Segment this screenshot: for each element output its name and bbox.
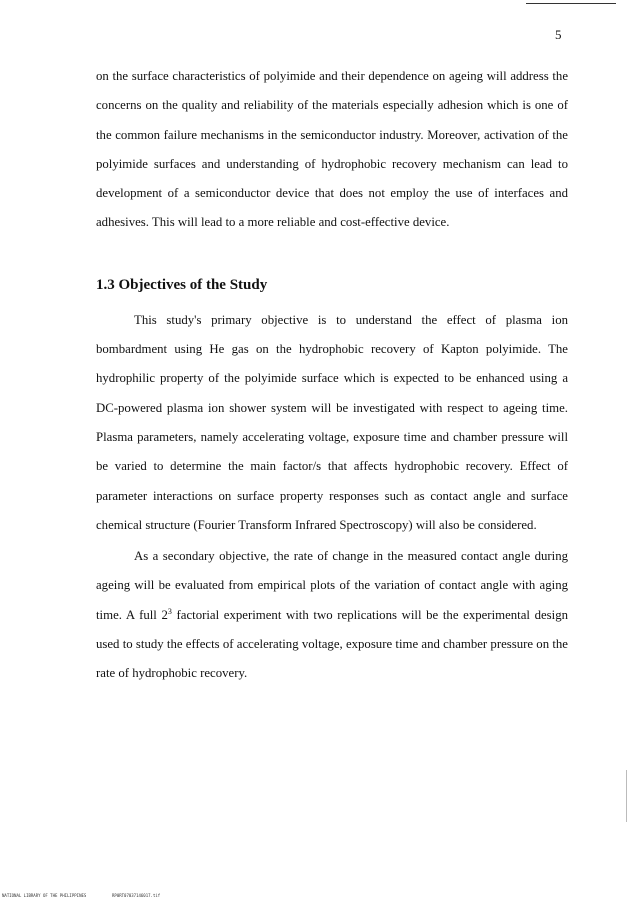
intro-paragraph: on the surface characteristics of polyimide and their dependence on ageing will address the concerns on the quality and reliability of the materials especially adhesion which is one of the common failure mechanisms in the semiconductor industry. Moreover, activation of the polyimide surfaces and understanding of hydrophobic recovery mechanism can lead to development of a semiconductor device that does not employ the use of interfaces and adhesives. This will lead to a more reliable and cost-effective device. — [96, 69, 568, 230]
page-number: 5 — [555, 27, 562, 42]
top-rule — [526, 3, 616, 4]
primary-objective-paragraph: This study's primary objective is to understand the effect of plasma ion bombardment using He gas on the hydrophobic recovery of Kapton polyimide. The hydrophilic property of the polyimide surface which is expected to be enhanced using a DC-powered plasma ion shower system will be investigated with respect to ageing time. Plasma parameters, namely accelerating voltage, exposure time and chamber pressure will be varied to determine the main factor/s that affects hydrophobic recovery. Effect of parameter interactions on surface property responses such as contact angle and surface chemical structure (Fourier Transform Infrared Spectroscopy) will also be considered. — [96, 312, 568, 532]
page-body — [96, 62, 568, 689]
secondary-objective-paragraph — [96, 542, 568, 688]
footer-file-label: RP0RT07037146017.tif — [112, 893, 161, 898]
factorial-exponent: 3 — [167, 606, 172, 616]
secondary-objective-text-end: factorial experiment with two replications will be the experimental design used to study the effects of accelerating voltage, exposure time and chamber pressure on the rate of hydrophobic recovery. — [96, 607, 569, 681]
section-heading: 1.3 Objectives of the Study — [96, 276, 268, 293]
scan-mark — [626, 770, 627, 822]
footer-library-label: NATIONAL LIBRARY OF THE PHILIPPINES — [2, 893, 87, 898]
secondary-objective-text-start: As a secondary objective, the rate of change in the measured contact angle during ageing will be evaluated from empirical plots of the variation of contact angle with aging time. A full 2 — [96, 549, 568, 622]
